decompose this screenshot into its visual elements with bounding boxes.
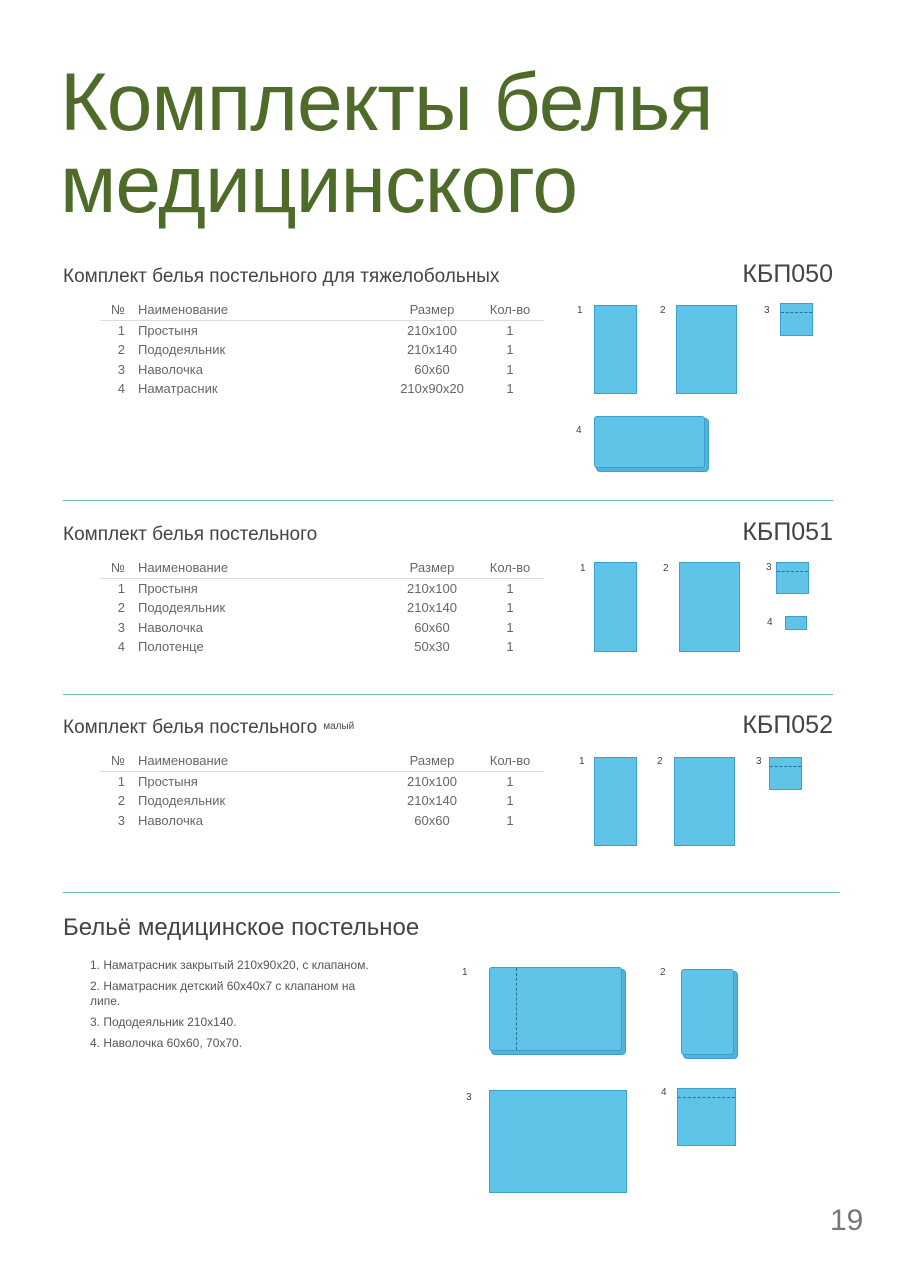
- linen-illustration: [677, 1088, 736, 1146]
- figure-label: 1: [462, 967, 468, 978]
- cell-qty: 1: [506, 580, 514, 596]
- page-title-line-1: Комплекты белья: [60, 57, 713, 148]
- table-header-row: [100, 300, 544, 321]
- cell-num: 2: [117, 342, 125, 357]
- section-title: Комплект белья постельного для тяжелобольных: [63, 266, 500, 287]
- cell-name: Наматрасник: [138, 381, 218, 396]
- column-header-size: Размер: [409, 302, 455, 317]
- linen-illustration: [594, 757, 637, 846]
- figure-label: 3: [756, 756, 762, 767]
- product-code: КБП050: [742, 260, 833, 288]
- cell-num: 1: [117, 322, 125, 338]
- linen-illustration: [674, 757, 735, 846]
- figure-label: 2: [660, 305, 666, 316]
- cell-name: Простыня: [138, 773, 198, 789]
- cell-qty: 1: [506, 322, 514, 338]
- linen-illustration: [594, 416, 705, 468]
- items-table: [100, 751, 544, 830]
- cell-size: 210x90x20: [400, 381, 464, 396]
- cell-name: Пододеяльник: [138, 342, 226, 357]
- page-title-line-2: медицинского: [60, 139, 577, 230]
- section-title: Комплект белья постельного: [63, 524, 318, 545]
- cell-size: 210x140: [407, 793, 457, 808]
- cell-name: Наволочка: [138, 619, 203, 635]
- linen-illustration: [594, 562, 637, 652]
- figure-label: 2: [663, 563, 669, 574]
- linen-illustration: [769, 757, 802, 790]
- section-note: малый: [323, 721, 355, 732]
- column-header-name: Наименование: [138, 753, 229, 768]
- linen-illustration: [681, 969, 734, 1055]
- column-header-size: Размер: [409, 560, 455, 575]
- list-item: 4. Наволочка 60x60, 70x70.: [90, 1036, 243, 1050]
- list-item: 1. Наматрасник закрытый 210x90x20, с клапаном.: [90, 958, 369, 972]
- cell-num: 4: [117, 639, 125, 654]
- linen-list: [90, 958, 380, 1057]
- cell-num: 4: [117, 381, 125, 396]
- figure-label: 2: [660, 967, 666, 978]
- column-header-num: №: [111, 560, 125, 575]
- cell-size: 60x60: [414, 361, 450, 377]
- figure-label: 1: [579, 756, 585, 767]
- cell-size: 50x30: [414, 639, 450, 654]
- cell-size: 60x60: [414, 812, 450, 828]
- linen-illustration: [780, 303, 813, 336]
- cell-name: Простыня: [138, 322, 198, 338]
- cell-name: Полотенце: [138, 639, 204, 654]
- table-row: [100, 598, 544, 618]
- column-header-size: Размер: [409, 753, 455, 768]
- table-row: [100, 772, 544, 792]
- cell-name: Пододеяльник: [138, 600, 226, 615]
- cell-num: 3: [117, 361, 125, 377]
- cell-qty: 1: [506, 619, 514, 635]
- figure-label: 3: [466, 1092, 472, 1103]
- cell-num: 3: [117, 619, 125, 635]
- table-row: [100, 579, 544, 599]
- cell-name: Пододеяльник: [138, 793, 226, 808]
- table-row: [100, 618, 544, 638]
- cell-size: 210x140: [407, 342, 457, 357]
- items-table: [100, 300, 544, 399]
- section-divider: [63, 892, 840, 893]
- table-row: [100, 637, 544, 657]
- cell-qty: 1: [506, 639, 514, 654]
- cell-qty: 1: [506, 381, 514, 396]
- figure-label: 3: [764, 305, 770, 316]
- column-header-num: №: [111, 302, 125, 317]
- table-row: [100, 360, 544, 380]
- cell-name: Простыня: [138, 580, 198, 596]
- table-row: [100, 321, 544, 341]
- list-item: 3. Пододеяльник 210x140.: [90, 1015, 237, 1029]
- linen-illustration: [489, 967, 622, 1051]
- column-header-num: №: [111, 753, 125, 768]
- cell-num: 1: [117, 580, 125, 596]
- linen-heading: Бельё медицинское постельное: [63, 914, 420, 941]
- cell-size: 210x100: [407, 322, 457, 338]
- section-divider: [63, 500, 833, 501]
- product-code: КБП052: [742, 711, 833, 739]
- column-header-qty: Кол-во: [489, 560, 531, 575]
- cell-num: 2: [117, 600, 125, 615]
- figure-label: 4: [661, 1087, 667, 1098]
- list-item: 2. Наматрасник детский 60x40x7 с клапаном на липе.: [90, 979, 356, 1008]
- figure-label: 2: [657, 756, 663, 767]
- linen-illustration: [594, 305, 637, 394]
- cell-qty: 1: [506, 342, 514, 357]
- cell-qty: 1: [506, 773, 514, 789]
- figure-label: 4: [767, 617, 773, 628]
- column-header-qty: Кол-во: [489, 302, 531, 317]
- cell-qty: 1: [506, 361, 514, 377]
- cell-name: Наволочка: [138, 361, 203, 377]
- figure-label: 4: [576, 425, 582, 436]
- cell-size: 210x140: [407, 600, 457, 615]
- column-header-qty: Кол-во: [489, 753, 531, 768]
- linen-illustration: [785, 616, 807, 630]
- linen-illustration: [676, 305, 737, 394]
- cell-size: 210x100: [407, 580, 457, 596]
- cell-num: 2: [117, 793, 125, 808]
- cell-num: 1: [117, 773, 125, 789]
- column-header-name: Наименование: [138, 302, 229, 317]
- section-heading: [63, 266, 499, 288]
- page-number: 19: [830, 1204, 864, 1237]
- section-divider: [63, 694, 833, 695]
- figure-label: 3: [766, 562, 772, 573]
- cell-size: 210x100: [407, 773, 457, 789]
- linen-illustration: [776, 562, 809, 594]
- product-code: КБП051: [742, 518, 833, 546]
- linen-illustration: [679, 562, 740, 652]
- section-heading: [63, 524, 317, 546]
- figure-label: 1: [577, 305, 583, 316]
- table-header-row: [100, 751, 544, 772]
- cell-name: Наволочка: [138, 812, 203, 828]
- table-row: [100, 791, 544, 811]
- section-title: Комплект белья постельного: [63, 717, 318, 738]
- items-table: [100, 558, 544, 657]
- cell-qty: 1: [506, 812, 514, 828]
- cell-qty: 1: [506, 600, 514, 615]
- table-header-row: [100, 558, 544, 579]
- linen-illustration: [489, 1090, 627, 1193]
- column-header-name: Наименование: [138, 560, 229, 575]
- cell-num: 3: [117, 812, 125, 828]
- table-row: [100, 340, 544, 360]
- section-heading: [63, 717, 354, 739]
- cell-size: 60x60: [414, 619, 450, 635]
- table-row: [100, 379, 544, 399]
- cell-qty: 1: [506, 793, 514, 808]
- table-row: [100, 811, 544, 831]
- figure-label: 1: [580, 563, 586, 574]
